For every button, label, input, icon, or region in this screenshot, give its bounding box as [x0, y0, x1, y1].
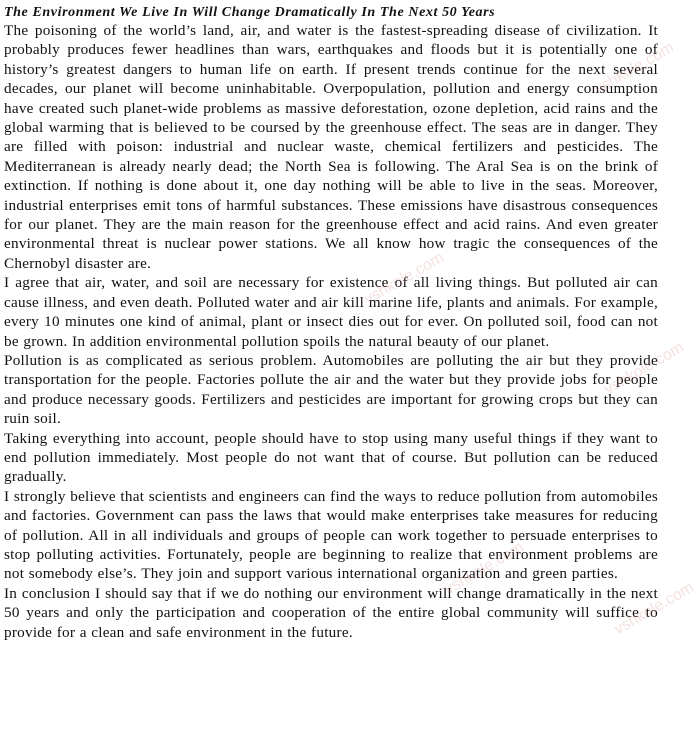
- watermark: vshkole.com: [601, 338, 687, 399]
- watermark: vshkole.com: [611, 578, 697, 639]
- watermark: vshkole.com: [441, 538, 527, 599]
- document-body: [4, 21, 658, 642]
- watermark: vshkole.com: [361, 248, 447, 309]
- paragraph-1: The poisoning of the world’s land, air, and water is the fastest-spreading disease of civilization. It probably produces fewer headlines than wars, earthquakes and floods but it is potentially one of history’s greatest dangers to human life on earth. If present trends continue for the next several decades, our planet will become uninhabitable. Overpopulation, pollution and energy consumption have created such planet-wide problems as massive deforestation, ozone depletion, acid rains and the global warming that is believed to be coursed by the greenhouse effect. The seas are in danger. They are filled with poison: industrial and nuclear waste, chemical fertilizers and pesticides. The Mediterranean is already nearly dead; the North Sea is following. The Aral Sea is on the brink of extinction. If nothing is done about it, one day nothing will be able to live in the seas. Moreover, industrial enterprises emit tons of harmful substances. These emissions have disastrous consequences for our planet. They are the main reason for the greenhouse effect and acid rains. And even greater environmental threat is nuclear power stations. We all know how tragic the consequences of the Chernobyl disaster are.: [4, 22, 658, 272]
- paragraph-4: Taking everything into account, people should have to stop using many useful things if they want to end pollution immediately. Most people do not want that of course. But pollution can be reduced gradually.: [4, 429, 658, 486]
- paragraph-3: Pollution is as complicated as serious problem. Automobiles are polluting the air but they provide transportation for the people. Factories pollute the air and the water but they provide jobs for people and produce necessary goods. Fertilizers and pesticides are important for growing crops but they can ruin soil.: [4, 351, 658, 428]
- document-title: The Environment We Live In Will Change Dramatically In The Next 50 Years: [4, 5, 496, 20]
- paragraph-6: In conclusion I should say that if we do nothing our environment will change dramatically in the next 50 years and only the participation and cooperation of the entire global community will suffice to provide for a clean and safe environment in the future.: [4, 584, 658, 641]
- watermark: vshkole.com: [591, 38, 677, 99]
- paragraph-5: I strongly believe that scientists and engineers can find the ways to reduce pollution from automobiles and factories. Government can pass the laws that would make enterprises take measures for reducing of pollution. All in all individuals and groups of people can work together to persuade enterprises to stop polluting activities. Fortunately, people are beginning to realize that environment problems are not somebody else’s. They join and support various international organization and green parties.: [4, 487, 658, 583]
- paragraph-2: I agree that air, water, and soil are necessary for existence of all living things. But polluted air can cause illness, and even death. Polluted water and air kill marine life, plants and animals. For example, every 10 minutes one kind of animal, plant or insect dies out for ever. On polluted soil, food can not be grown. In addition environmental pollution spoils the natural beauty of our planet.: [4, 274, 658, 350]
- document-page: [4, 4, 658, 642]
